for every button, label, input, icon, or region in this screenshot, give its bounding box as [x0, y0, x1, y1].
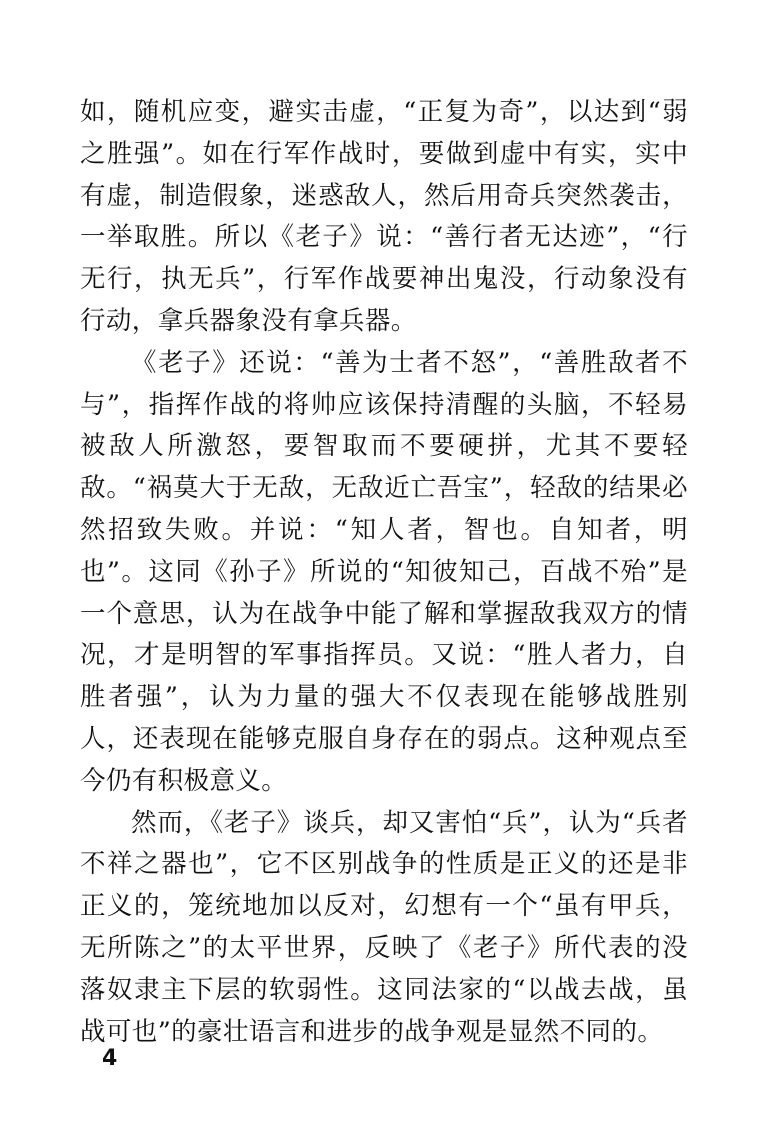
page-number: 4: [102, 1046, 118, 1071]
paragraph-1: 如，随机应变，避实击虚，“正复为奇”，以达到“弱之胜强”。如在行军作战时，要做到虚中有实，实中有虚，制造假象，迷惑敌人，然后用奇兵突然袭击，一举取胜。所以《老子》说：“善行者无达迹”，“行无行，执无兵”，行军作战要神出鬼没，行动象没有行动，拿兵器象没有拿兵器。: [80, 97, 688, 336]
paragraph-3: 然而，《老子》谈兵，却又害怕“兵”，认为“兵者不祥之器也”，它不区别战争的性质是正义的还是非正义的，笼统地加以反对，幻想有一个“虽有甲兵，无所陈之”的太平世界，反映了《老子》所代表的没落奴隶主下层的软弱性。这同法家的“以战去战，虽战可也”的豪壮语言和进步的战争观是显然不同的。: [80, 807, 688, 1047]
page-text-body: [80, 92, 688, 1053]
paragraph-2: 《老子》还说：“善为士者不怒”，“善胜敌者不与”，指挥作战的将帅应该保持清醒的头脑，不轻易被敌人所激怒，要智取而不要硬拼，尤其不要轻敌。“祸莫大于无敌，无敌近亡吾宝”，轻敌的结果必然招致失败。并说：“知人者，智也。自知者，明也”。这同《孙子》所说的“知彼知己，百战不殆”是一个意思，认为在战争中能了解和掌握敌我双方的情况，才是明智的军事指挥员。又说：“胜人者力，自胜者强”，认为力量的强大不仅表现在能够战胜别人，还表现在能够克服自身存在的弱点。这种观点至今仍有积极意义。: [80, 347, 688, 796]
